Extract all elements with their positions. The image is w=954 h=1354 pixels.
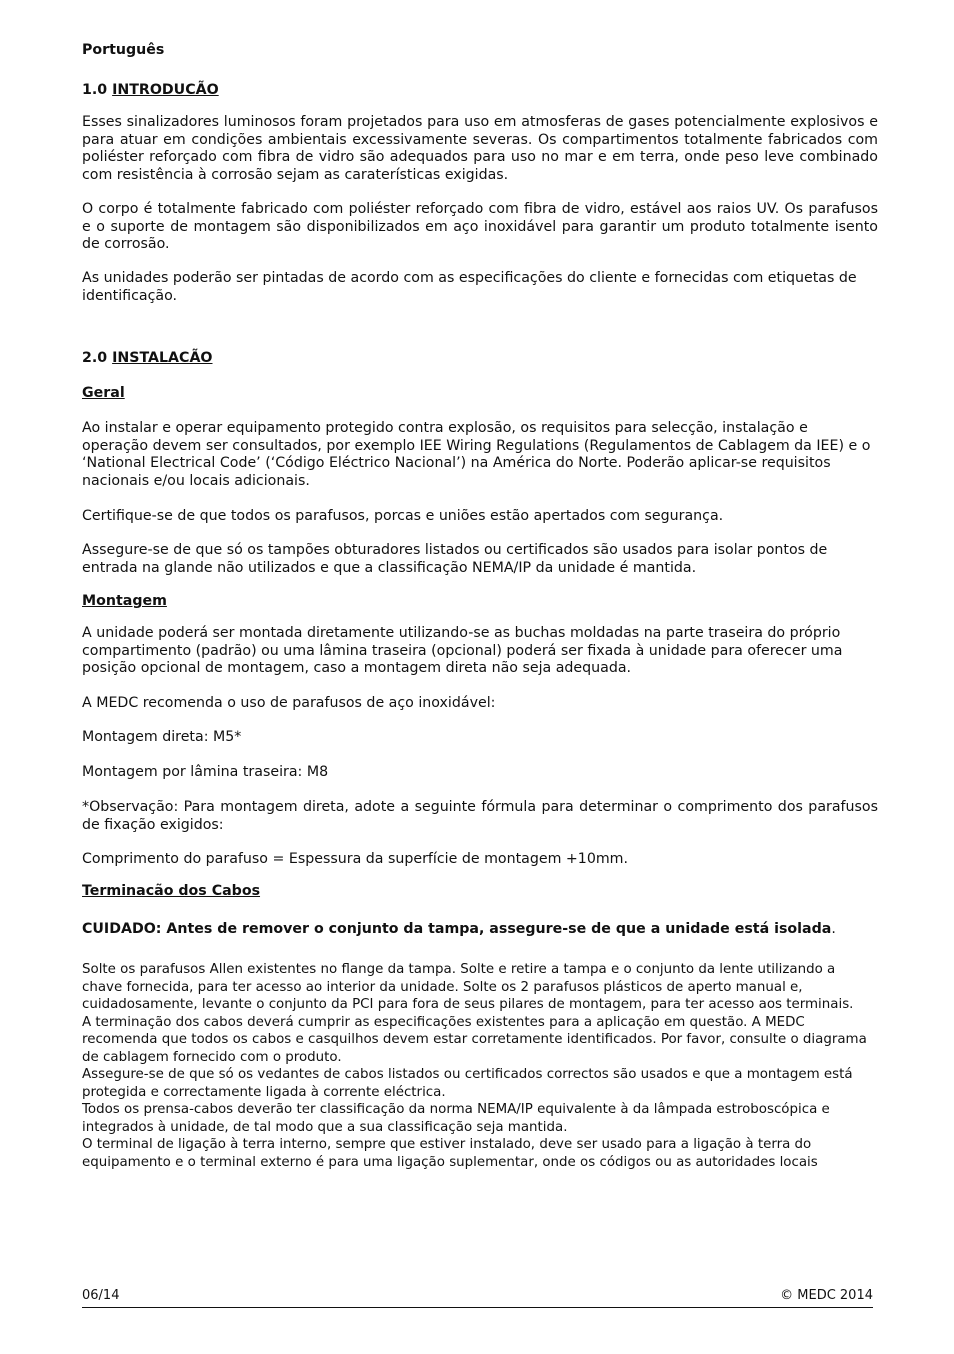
cabos-line: Assegure-se de que só os vedantes de cabos listados ou certificados correctos são usados e que a montagem está xyxy=(82,1067,853,1082)
cabos-line: equipamento e o terminal externo é para uma ligação suplementar, onde os códigos ou as autoridades locais xyxy=(82,1154,818,1170)
geral-heading: Geral xyxy=(82,385,125,401)
cabos-line: integrados à unidade, de tal modo que a sua classificação seja mantida. xyxy=(82,1119,568,1135)
section-2-number: 2.0 xyxy=(82,350,108,366)
section-2-heading xyxy=(82,350,878,368)
montagem-plate-spec: Montagem por lâmina traseira: M8 xyxy=(82,764,329,780)
cabos-line: O terminal de ligação à terra interno, sempre que estiver instalado, deve ser usado para a ligação à terra do xyxy=(82,1137,812,1152)
cabos-line: recomenda que todos os cabos e casquilhos devem estar corretamente identificados. Por favor, consulte o diagrama xyxy=(82,1032,867,1047)
montagem-paragraph-1: A unidade poderá ser montada diretamente utilizando-se as buchas moldadas na parte traseira do próprio compartimento (padrão) ou uma lâmina traseira (opcional) poderá ser fixada à unidade para oferecer uma posição opcional de montagem, caso a montagem direta não seja adequada. xyxy=(82,625,843,676)
cabos-line: cuidadosamente, levante o conjunto da PCI para fora de seus pilares de montagem, para ter acesso aos terminais. xyxy=(82,997,854,1012)
caution-text: CUIDADO: Antes de remover o conjunto da tampa, assegure-se de que a unidade está isolada xyxy=(82,921,832,937)
cabos-body xyxy=(82,961,878,1171)
footer-copyright: © MEDC 2014 xyxy=(780,1288,873,1303)
caution-paragraph xyxy=(82,921,878,939)
montagem-direct-spec: Montagem direta: M5* xyxy=(82,729,242,745)
caution-period: . xyxy=(831,921,836,937)
cabos-line: protegida e correctamente ligada à corrente eléctrica. xyxy=(82,1084,446,1100)
footer-rule xyxy=(82,1307,873,1308)
montagem-paragraph-2: A MEDC recomenda o uso de parafusos de aço inoxidável: xyxy=(82,695,496,711)
intro-paragraph-1: Esses sinalizadores luminosos foram projetados para uso em atmosferas de gases potencialmente explosivos e para atuar em condições ambientais excessivamente severas. Os compartimentos totalmente fabricados com poliéster reforçado com fibra de vidro são adequados para uso no mar e em terra, onde peso leve combinado com resistência à corrosão sejam as caraterísticas exigidas. xyxy=(82,114,878,183)
geral-paragraph-1: Ao instalar e operar equipamento protegido contra explosão, os requisitos para selecção, instalação e operação devem ser consultados, por exemplo IEE Wiring Regulations (Regulamentos de Cablagem da IEE) e o ‘National Electrical Code’ (‘Código Eléctrico Nacional’) na América do Norte. Poderão aplicar-se requisitos nacionais e/ou locais adicionais. xyxy=(82,420,871,489)
cabos-line: Solte os parafusos Allen existentes no flange da tampa. Solte e retire a tampa e o conjunto da lente utilizando a xyxy=(82,962,836,977)
footer-date: 06/14 xyxy=(82,1288,120,1303)
section-1-title: INTRODUCÃO xyxy=(112,82,219,98)
montagem-note: *Observação: Para montagem direta, adote a seguinte fórmula para determinar o comprimento dos parafusos de fixação exigidos: xyxy=(82,799,878,833)
section-1-heading xyxy=(82,82,878,100)
cabos-line: Todos os prensa-cabos deverão ter classificação da norma NEMA/IP equivalente à da lâmpada estroboscópica e xyxy=(82,1102,830,1117)
cabos-heading: Terminacão dos Cabos xyxy=(82,883,261,899)
section-1-number: 1.0 xyxy=(82,82,108,98)
montagem-formula: Comprimento do parafuso = Espessura da superfície de montagem +10mm. xyxy=(82,851,628,867)
language-label: Português xyxy=(82,42,165,58)
montagem-heading: Montagem xyxy=(82,593,167,609)
cabos-line: de cablagem fornecido com o produto. xyxy=(82,1049,342,1065)
geral-paragraph-3: Assegure-se de que só os tampões obturadores listados ou certificados são usados para isolar pontos de entrada na glande não utilizados e que a classificação NEMA/IP da unidade é mantida. xyxy=(82,542,828,576)
section-2-title: INSTALACÃO xyxy=(112,350,213,366)
intro-paragraph-3: As unidades poderão ser pintadas de acordo com as especificações do cliente e fornecidas com etiquetas de identificação. xyxy=(82,270,857,304)
geral-paragraph-2: Certifique-se de que todos os parafusos, porcas e uniões estão apertados com segurança. xyxy=(82,508,724,524)
cabos-line: A terminação dos cabos deverá cumprir as especificações existentes para a aplicação em questão. A MEDC xyxy=(82,1014,805,1030)
intro-paragraph-2: O corpo é totalmente fabricado com poliéster reforçado com fibra de vidro, estável aos raios UV. Os parafusos e o suporte de montagem são disponibilizados em aço inoxidável para garantir um produto totalmente isento de corrosão. xyxy=(82,201,878,252)
cabos-line: chave fornecida, para ter acesso ao interior da unidade. Solte os 2 parafusos plásticos de aperto manual e, xyxy=(82,979,803,995)
